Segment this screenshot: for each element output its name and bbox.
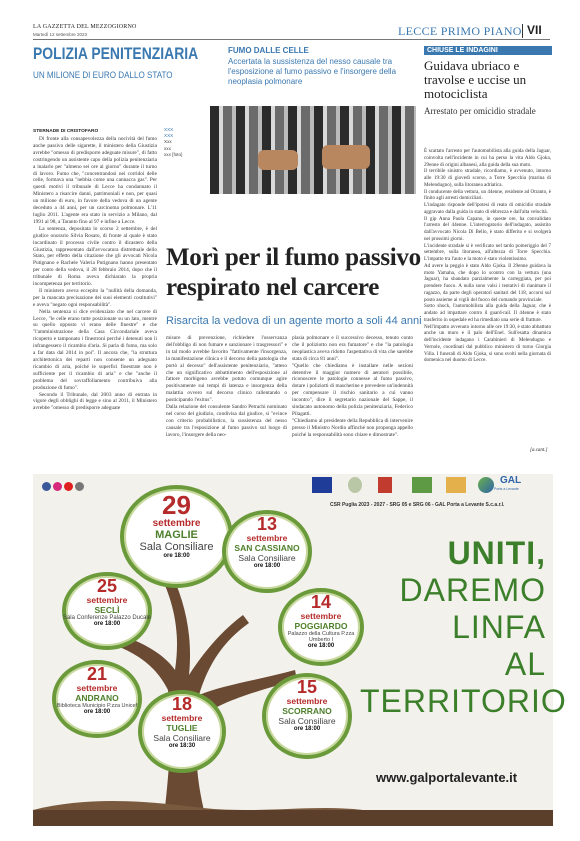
left-column-1	[33, 136, 157, 412]
paragraph: Nella sentenza si dice evidenziato che nel carcere di Lecce, "le celle erano tutte posizionate su un lato, mentre su quello opposto vi erano delle finestre" e che "l'amministrazione della Casa Circondariale aveva ricoperto e tamponato i finestroni perché i detenuti non li infrangessero il ricambio d'aria. Si parla di fumo, ma solo a far data dal 2014 in poi". Il ancora che, "la struttura architettonica dei reparti non consente un adeguato ricambio di aria, poiché le superfici finestrate non è sufficiente per il ricambio di aria" e che "anche il problema del sovraffollamento contribuiva alla produzione di fumo".	[33, 308, 157, 391]
event-town: MAGLIE	[155, 529, 198, 541]
left-column-2: misure di prevenzione, richiedere l'osservanza dell'obbligo di non fumare e sanzionare i trasgressori" e in tal modo avrebbe favorito "fattivamente l'insorgenza, la manifestazione clinica e il decorso della patologia che portò al decesso" dell'assistente penitenziario, "atteso che un significativo abbattimento dell'esposizione al fattore morbigeno avrebbe potuto comunque agire positivamente sui tempi di latenza e insorgenza della malattia ovvero sul decorso clinico rallentando o posticipando l'exitus". Dalla relazione del consulente Sandro Petrachi nominato nel corso del giudizio, condivisa dal giudice, si "evince con criterio probabilistico, la sussistenza del nesso causale tra l'esposizione al fumo passivo sul luogo di lavoro, l'insorgere della neo-	[166, 335, 287, 438]
summary-kicker: FUMO DALLE CELLE	[228, 46, 309, 55]
caption-line: XXX	[164, 127, 174, 132]
event-venue: Sala Consiliare	[153, 733, 211, 743]
ground-strip	[33, 810, 553, 826]
right-signature: [a.cant.]	[530, 448, 548, 453]
program-line: CSR Puglia 2023 - 2027 - SRG 05 e SRG 06 - GAL Porta a Levante S.c.a.r.l.	[330, 502, 505, 508]
slogan-line: AL	[504, 646, 546, 682]
right-kicker: CHIUSE LE INDAGINI	[424, 46, 552, 55]
gal-logo-subtext: Porta a Levante	[494, 487, 519, 491]
event-venue: Sala Consiliare	[238, 553, 296, 563]
event-month: settembre	[161, 713, 203, 723]
event-month: settembre	[286, 696, 328, 706]
caption-line: xxx [foto]	[164, 151, 183, 157]
left-subkicker: UN MILIONE DI EURO DALLO STATO	[33, 70, 173, 81]
byline: STERNADE DI CRISTOFARO	[33, 129, 99, 134]
event-venue: Sala Conferenze Palazzo Ducale	[62, 615, 152, 621]
region-puglia-logo	[378, 477, 392, 493]
paragraph: Secondo il Tribunale, dal 2003 anno di entrata in vigore degli obblighi di legge e sino al 2011, il Ministero avrebbe "omesso di predisporre adeguate	[33, 391, 157, 412]
headline-line-2: respirato nel carcere	[166, 274, 380, 301]
right-title: Guidava ubriaco e travolse e uccise un motociclista	[424, 58, 527, 101]
event-time: ore 18:30	[168, 743, 196, 749]
left-kicker: POLIZIA PENITENZIARIA	[33, 44, 199, 63]
paragraph: Di fronte alla consapevolezza della nocività del fumo anche passivo delle sigarette, il ministero della Giustizia avrebbe "omesso di predisporre adeguate misure", di fatto costringendo un assistente capo della polizia penitenziaria a inalarlo per "almeno sei ore al giorno" durante il turno di lavoro. Fumo che, "concentrandosi nei corridoi delle celle, formava una "nebbia come una cannacca gas". Per questi motivi il tribunale di Lecce ha condannato il Ministero a risarcire danni, patrimoniali e non, per quasi un milione di euro, in favore della vedova di un agente deceduto a 44 anni, per un carcinoma polmonare. L'11 luglio 2011. L'agente era stato in servizio a Milano, dal 1991 al 98, a Taranto fino al 97 e infine a Lecce.	[33, 136, 157, 225]
right-subtitle: Arrestato per omicidio stradale	[424, 106, 536, 116]
headline-subtitle: Risarcita la vedova di un agente morto a soli 44 anni	[166, 315, 422, 327]
event-time: ore 18:00	[293, 726, 321, 732]
program-logo	[446, 477, 466, 493]
ad-website-link[interactable]: www.galportalevante.it	[376, 770, 518, 785]
ad-slogan	[360, 535, 567, 720]
event-day: 13	[256, 514, 278, 534]
gal-logo	[476, 475, 526, 497]
event-town: SCORRANO	[282, 706, 332, 716]
event-month: settembre	[152, 518, 201, 529]
event-time: ore 18:00	[83, 709, 111, 715]
event-time: ore 18:00	[163, 553, 190, 559]
prison-bars-photo	[210, 106, 416, 194]
hand-left-photo	[258, 150, 298, 170]
slogan-line: DAREMO	[399, 572, 546, 608]
caption-line: xxx	[164, 145, 171, 151]
event-town: POGGIARDO	[294, 621, 348, 631]
slogan-line: LINFA	[452, 609, 546, 645]
paragraph: La sentenza, depositata lo scorso 2 settembre, è del giudice onorario Silvia Rosato, di fronte al quale è stato incardinato il processo civile contro il dicastero della Giustizia, rappresentato dall'avvocatura distrettuale dello Stato, per effetto della citazione che gli avvocati Nicola Putignano e Rachele Valeria Putignano hanno presentato per conto della vedova, il 28 febbraio 2014, dopo che il tribunale di Roma aveva dichiarato la propria incompetenza per territorio.	[33, 225, 157, 288]
event-town: SAN CASSIANO	[234, 543, 300, 553]
summary-text: Accertata la sussistenza del nesso causale tra l'esposizione al fumo passivo e l'insorgere della neoplasia polmonare	[228, 57, 397, 86]
event-month: settembre	[76, 683, 118, 693]
event-andrano-text	[52, 665, 142, 715]
event-time: ore 18:00	[93, 621, 121, 627]
left-column-3: plasia polmonare e il successivo decesso, tenuto conto che il poliziotto non era fumatore" e che "la patologia neoplastica aveva ridotto l'aspettativa di vita che sarebbe stata di circa 81 anni". "Quello che chiediamo è installare nelle sezioni detentive il maggior numero di aeratori possibile, riconoscere le patologie connesse al fumo passivo, dotare i poliziotti di mascherine e prevedere un'indennità per compensare il rischio sanitario a cui vanno incontro", dice il segretario nazionale del Sappe, il sindacato autonomo della polizia penitenziaria, Federico Pilagatti. "Chiediamo al presidente della Repubblica di intervenire presso il Ministro Nordio affinché non proponga appello poiché la responsabilità sono chiare e dimostrate".	[292, 335, 413, 438]
event-maglie-text	[120, 492, 233, 559]
event-month: settembre	[246, 533, 288, 543]
caption-line: Xxx	[164, 139, 172, 145]
gal-logo-text: GAL	[500, 475, 522, 486]
event-town: ANDRANO	[75, 693, 119, 703]
event-poggiardo-text	[278, 593, 364, 649]
event-day: 14	[310, 592, 332, 612]
right-body: È scattato l'arresto per l'automobilista alla guida della Jaguar, coinvolta nell'incidente in cui ha perso la vita Aldo Gjoka, 29enne di origini albanesi, alla guida della sua moto. Il terribile sinistro stradale, ricordiamo, è avvenuto, intorno alle 19:30 di giovedì scorso, a Torre Specchia (marina di Melendugno), sulla litoranea adriatica. Il conducente della vettura, un 44enne, residente ad Otranto, è finito agli arresti domiciliari. L'indagato risponde dell'ipotesi di reato di omicidio stradale aggravato dalla guida in stato di ebbrezza e dall'alta velocità. Il gip Anna Paola Capano, in queste ore, ha convalidato l'arresto del 44enne. L'interrogatorio dell'indagato, assistito dall'avvocato Nicola Di Bello, è stato differito e si svolgerà nei prossimi giorni. L'incidente stradale si è verificato nel tardo pomeriggio del 7 settembre, sulla litoranea, all'altezza di Torre Specchia. L'impatto tra l'auto e la moto è stato violentissimo. Ad avere la peggio è stato Aldo Gjoka. Il 29enne guidava la moto Yamaha, che dopo lo scontro con la vettura (una Jaguar), ha sbandato parzialmente la carreggiata, per poi prendere fuoco. A nulla sono valsi i tentativi di rianimare il ragazzo, da parte degli operatori sanitari del 118, accorsi sul posto assieme ai vigili del fuoco del comando provinciale. Sotto shock, l'automobilista alla guida della Jaguar, che è andato ad impattare contro il guard-rail. Il 44enne è stato trasferito in ospedale ed ha rimediato una serie di fratture. Nell'impatto avvenuto intorno alle ore 19:30, è stato abbattuto anche un muro e il palo dell'Enel. Sull'esatta dinamica dell'incidente indagano i Carabinieri di Melendugno e Vernole, coordinati dal pubblico ministero di turno Giorgia Villa. I funerali di Aldo Gjoka, si sono svolti nella giornata di domenica nel duomo di Lecce.	[424, 148, 551, 364]
gal-leaf-icon	[478, 477, 494, 493]
leader-logo	[412, 477, 432, 493]
page-number: VII	[527, 23, 542, 37]
slogan-line: TERRITORIO	[360, 683, 567, 719]
event-tuglie-text	[138, 695, 226, 749]
event-month: settembre	[86, 595, 128, 605]
event-town: TUGLIE	[166, 723, 198, 733]
slogan-line: UNITI,	[447, 535, 546, 571]
event-day: 18	[171, 694, 193, 714]
header-rule	[33, 39, 550, 40]
event-day: 25	[96, 576, 118, 596]
event-day: 15	[296, 677, 318, 697]
masthead-paper-name: LA GAZZETTA DEL MEZZOGIORNO	[33, 24, 137, 30]
event-time: ore 18:00	[253, 563, 281, 569]
event-venue: Biblioteca Municipio P.zza Unicef	[56, 703, 138, 709]
event-venue: Palazzo della Cultura P.zza Umberto I	[287, 631, 355, 643]
event-time: ore 18:00	[307, 643, 335, 649]
event-secli-text	[62, 577, 152, 627]
paragraph: Il ministero aveva eccepito la "nullità della domanda, per la mancata precisazione dei suoi elementi costitutivi" e aveva "negato ogni responsabilità".	[33, 287, 157, 308]
header-divider	[522, 24, 523, 38]
caption-line: XXX	[164, 133, 174, 139]
masthead-date: Martedì 12 settembre 2023	[33, 32, 88, 37]
photo-caption	[164, 127, 182, 158]
event-venue: Sala Consiliare	[278, 716, 336, 726]
hand-right-photo	[322, 145, 370, 169]
event-scorrano-text	[262, 678, 352, 732]
event-day: 29	[162, 490, 191, 520]
headline-line-1: Morì per il fumo passivo	[166, 244, 421, 271]
event-month: settembre	[300, 611, 342, 621]
event-town: SECLÌ	[94, 605, 120, 615]
section-title: LECCE PRIMO PIANO	[398, 24, 522, 38]
event-day: 21	[86, 664, 108, 684]
event-san-cassiano-text	[222, 515, 312, 569]
event-venue: Sala Consiliare	[139, 541, 214, 553]
